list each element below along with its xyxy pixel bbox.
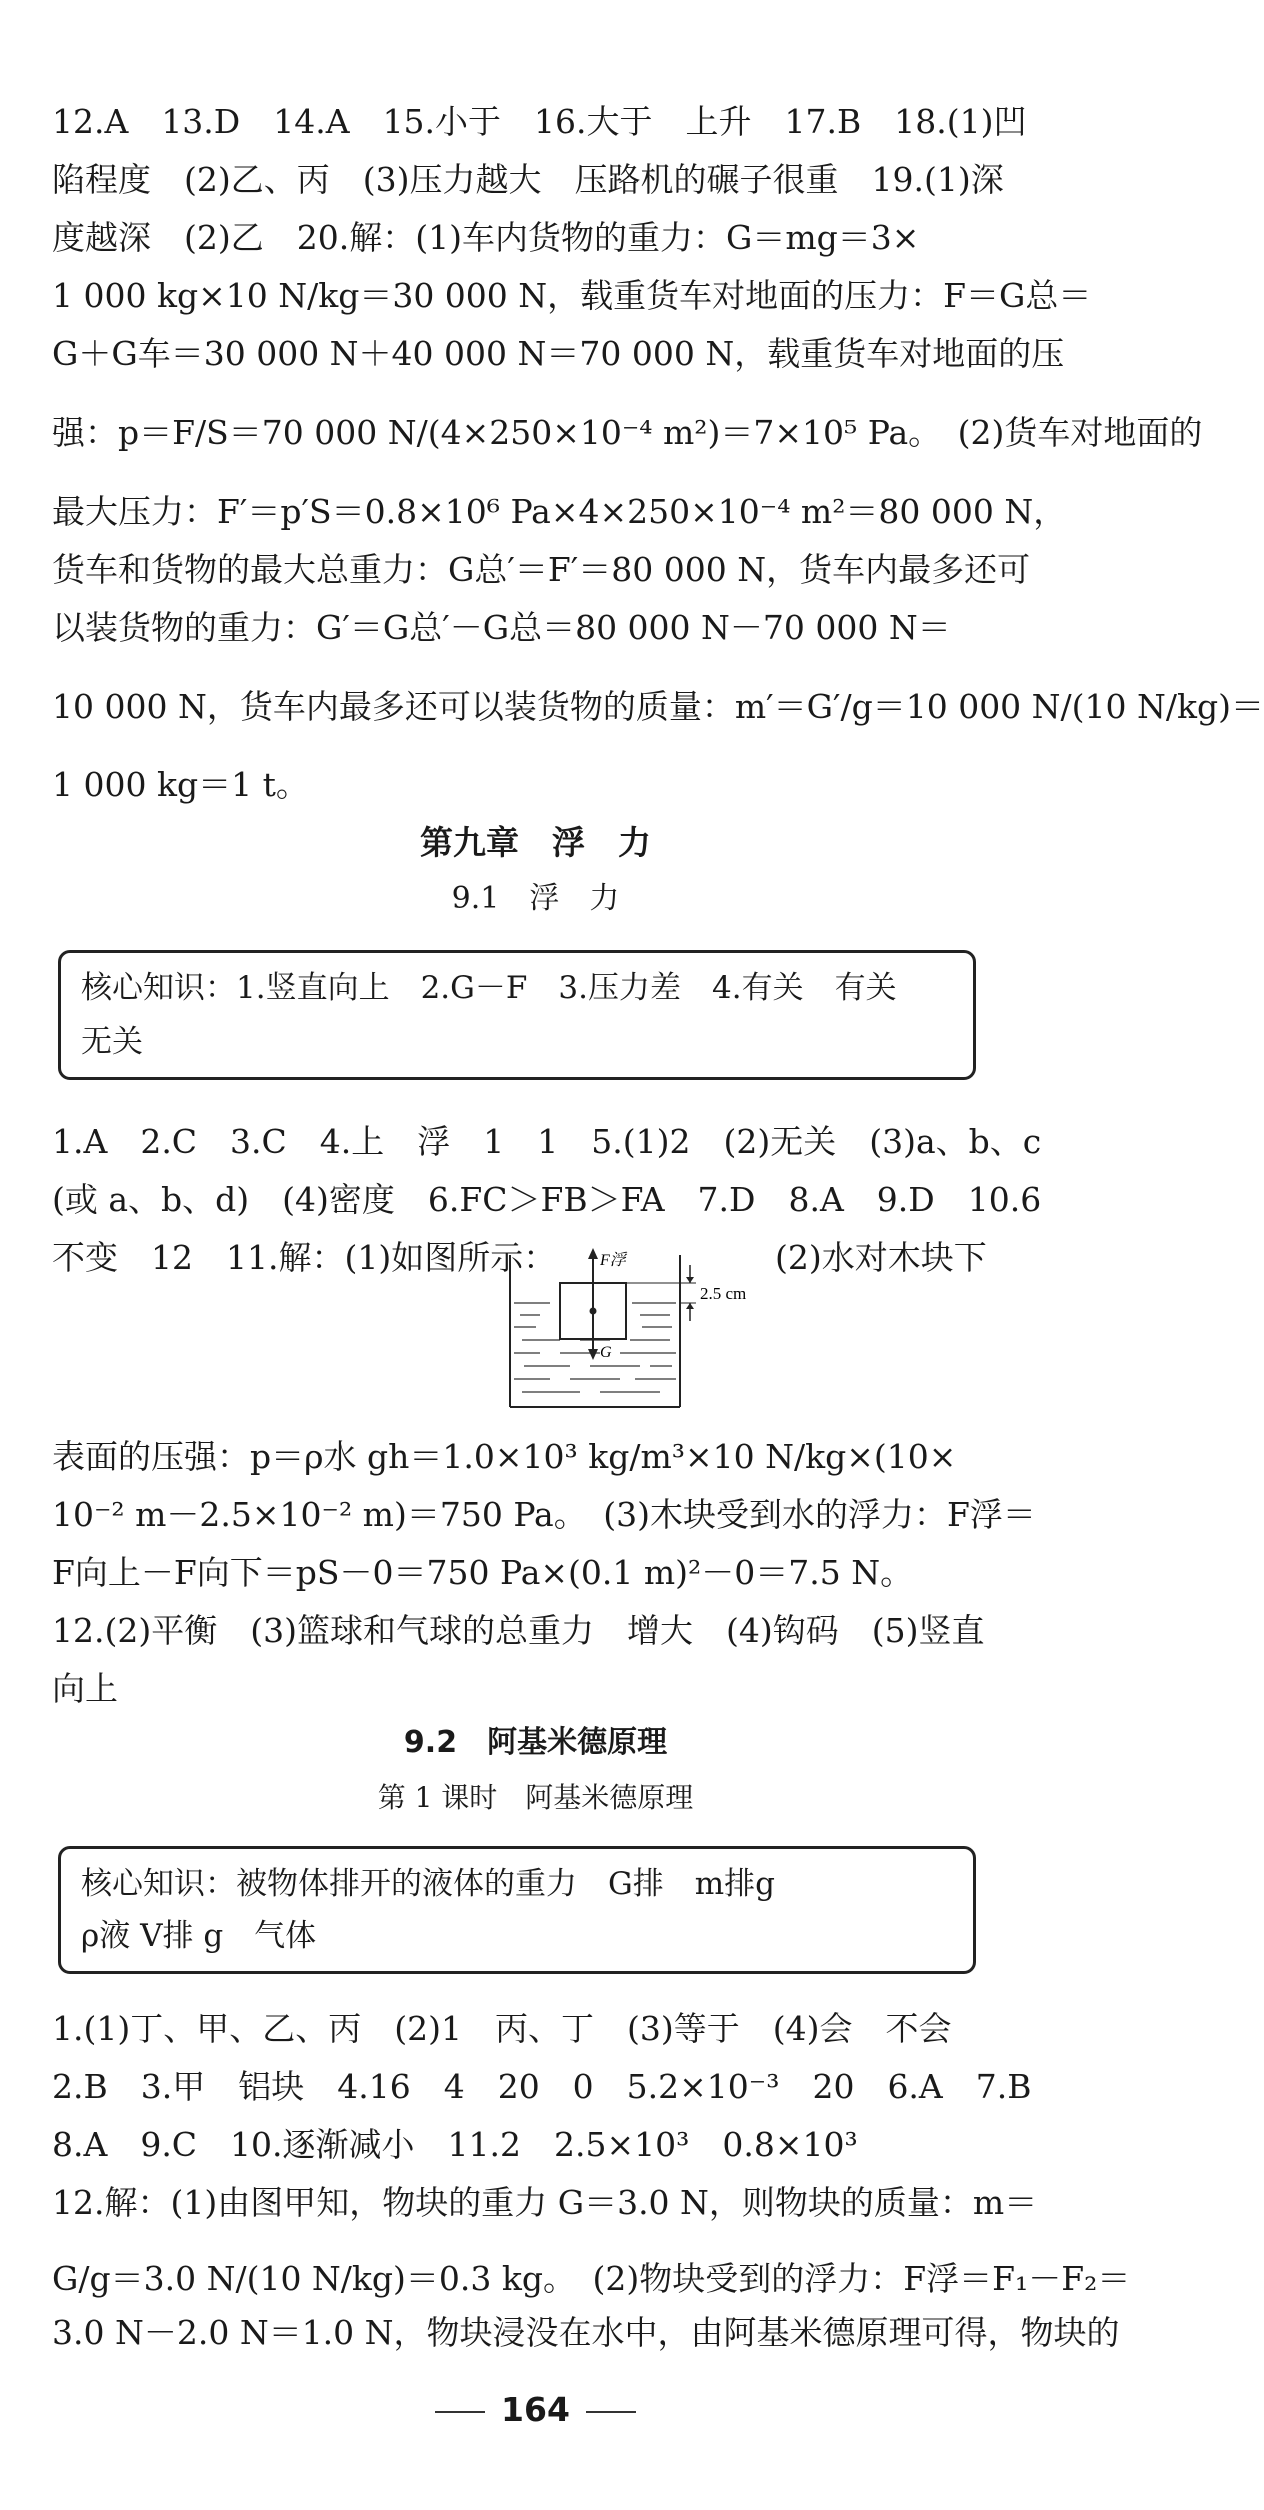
buoyancy-label: F浮 xyxy=(600,1252,626,1269)
text-line: (2)水对木块下 xyxy=(775,1238,987,1277)
text-line: 1.A 2.C 3.C 4.上 浮 1 1 5.(1)2 (2)无关 (3)a、b、c xyxy=(52,1122,1042,1161)
dash-left xyxy=(435,2411,485,2413)
dash-right xyxy=(586,2411,636,2413)
page-number: 164 xyxy=(0,2390,1071,2429)
lesson-title: 第 1 课时 阿基米德原理 xyxy=(377,1781,694,1814)
box-line: ρ液 V排 g 气体 xyxy=(81,1918,317,1954)
text-line: 强：p＝F/S＝70 000 N/(4×250×10⁻⁴ m²)＝7×10⁵ Pa。 (2)货车对地面的 xyxy=(52,413,1203,452)
text-line: 8.A 9.C 10.逐渐减小 11.2 2.5×10³ 0.8×10³ xyxy=(52,2125,858,2164)
text-line: 1 000 kg＝1 t。 xyxy=(52,765,309,804)
box-line: 核心知识：1.竖直向上 2.G－F 3.压力差 4.有关 有关 xyxy=(81,970,897,1006)
text-line: 10⁻² m－2.5×10⁻² m)＝750 Pa。 (3)木块受到水的浮力：F浮＝ xyxy=(52,1495,1036,1534)
text-line: 度越深 (2)乙 20.解：(1)车内货物的重力：G＝mg＝3× xyxy=(52,218,920,257)
text-line: 表面的压强：p＝ρ水 gh＝1.0×10³ kg/m³×10 N/kg×(10× xyxy=(52,1437,957,1476)
text-line: G/g＝3.0 N/(10 N/kg)＝0.3 kg。 (2)物块受到的浮力：F浮＝F₁－F₂＝ xyxy=(52,2259,1131,2298)
chapter-title: 第九章 浮 力 xyxy=(420,823,651,862)
text-line: 12.解：(1)由图甲知，物块的重力 G＝3.0 N，则物块的质量：m＝ xyxy=(52,2183,1038,2222)
section-title: 9.2 阿基米德原理 xyxy=(403,1725,668,1760)
text-line: 向上 xyxy=(52,1669,118,1708)
section-title: 9.1 浮 力 xyxy=(451,881,620,916)
text-line: 货车和货物的最大总重力：G总′＝F′＝80 000 N，货车内最多还可 xyxy=(52,550,1031,589)
text-line: 10 000 N，货车内最多还可以装货物的质量：m′＝G′/g＝10 000 N/(10 N/kg)＝ xyxy=(52,687,1264,726)
text-line: G＋G车＝30 000 N＋40 000 N＝70 000 N，载重货车对地面的压 xyxy=(52,334,1065,373)
box-line: 无关 xyxy=(81,1024,143,1060)
text-line: 12.A 13.D 14.A 15.小于 16.大于 上升 17.B 18.(1)凹 xyxy=(52,102,1027,141)
text-line: 不变 12 11.解：(1)如图所示： xyxy=(52,1238,557,1277)
text-line: (或 a、b、d) (4)密度 6.FC＞FB＞FA 7.D 8.A 9.D 10.6 xyxy=(52,1180,1042,1219)
text-line: 1 000 kg×10 N/kg＝30 000 N，载重货车对地面的压力：F＝G总＝ xyxy=(52,276,1092,315)
text-line: 3.0 N－2.0 N＝1.0 N，物块浸没在水中，由阿基米德原理可得，物块的 xyxy=(52,2313,1120,2352)
dimension-label: 2.5 cm xyxy=(700,1284,747,1303)
text-line: 以装货物的重力：G′＝G总′－G总＝80 000 N－70 000 N＝ xyxy=(52,608,951,647)
text-line: 最大压力：F′＝p′S＝0.8×10⁶ Pa×4×250×10⁻⁴ m²＝80 000 N， xyxy=(52,492,1067,531)
text-line: 1.(1)丁、甲、乙、丙 (2)1 丙、丁 (3)等于 (4)会 不会 xyxy=(52,2009,952,2048)
gravity-label: G xyxy=(600,1344,612,1361)
text-line: 陷程度 (2)乙、丙 (3)压力越大 压路机的碾子很重 19.(1)深 xyxy=(52,160,1004,199)
core-knowledge-box xyxy=(58,1846,976,1974)
floating-block-diagram xyxy=(500,1245,760,1415)
box-line: 核心知识：被物体排开的液体的重力 G排 m排g xyxy=(81,1866,776,1902)
text-line: 12.(2)平衡 (3)篮球和气球的总重力 增大 (4)钩码 (5)竖直 xyxy=(52,1611,985,1650)
core-knowledge-box xyxy=(58,950,976,1080)
text-line: 2.B 3.甲 铝块 4.16 4 20 0 5.2×10⁻³ 20 6.A 7.B xyxy=(52,2067,1032,2106)
text-line: F向上－F向下＝pS－0＝750 Pa×(0.1 m)²－0＝7.5 N。 xyxy=(52,1553,914,1592)
